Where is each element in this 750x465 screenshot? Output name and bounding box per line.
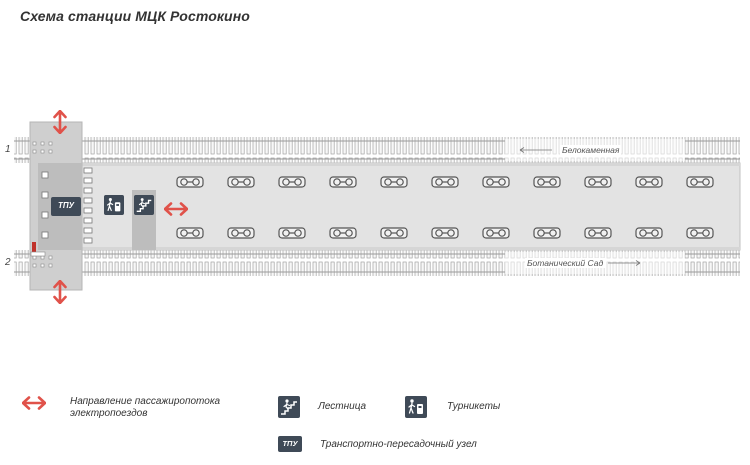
track-2-direction: Ботанический Сад xyxy=(527,258,604,268)
stairs-icon xyxy=(134,195,154,215)
legend-flow-arrow-icon xyxy=(23,398,45,409)
legend-tpu-badge-label: ТПУ xyxy=(282,439,298,448)
tpu-badge-label: ТПУ xyxy=(57,201,75,210)
legend-flow-label xyxy=(70,396,220,420)
legend-stairs-label: Лестница xyxy=(318,401,367,412)
track-1-number: 1 xyxy=(5,144,11,155)
legend-flow-line-1: Направление пассажиропотока xyxy=(70,396,221,407)
legend-turnstile-label: Турникеты xyxy=(447,401,501,412)
flow-arrow-down-icon xyxy=(55,281,66,303)
legend-stairs-icon xyxy=(278,396,300,418)
turnstile-icon xyxy=(104,195,124,215)
legend-turnstile-icon xyxy=(405,396,427,418)
track-1-direction: Белокаменная xyxy=(562,145,620,155)
legend-tpu-label: Транспортно-пересадочный узел xyxy=(320,439,477,450)
track-2-number: 2 xyxy=(5,257,11,268)
track-1 xyxy=(14,137,740,163)
page-title: Схема станции МЦК Ростокино xyxy=(20,8,250,24)
legend-flow-line-2: электропоездов xyxy=(70,408,148,419)
